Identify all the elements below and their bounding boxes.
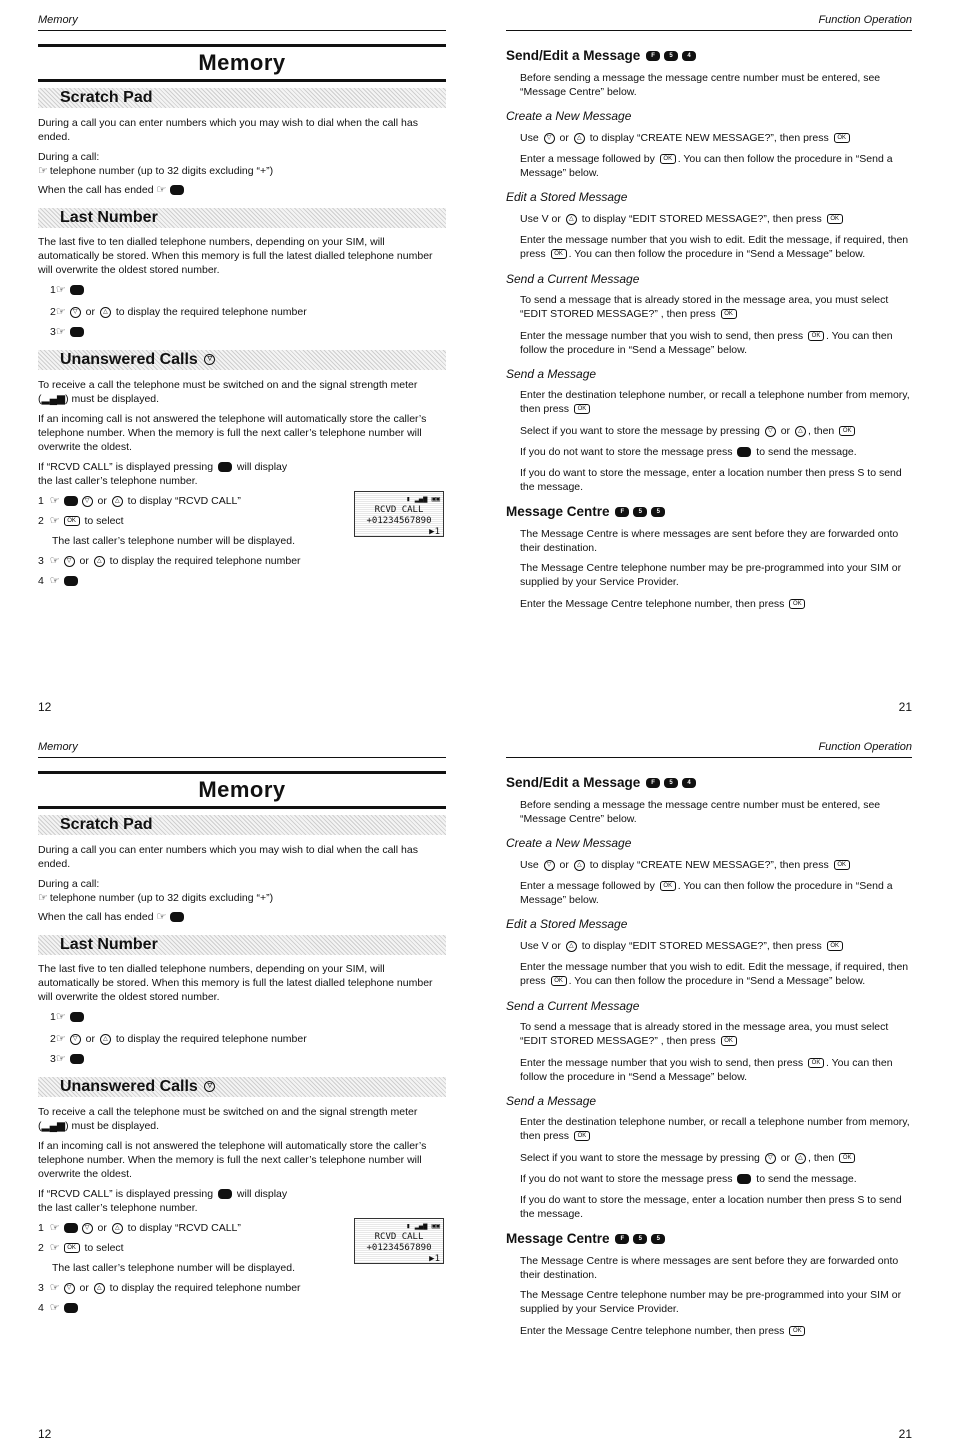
down-key-icon: ▽ bbox=[765, 1153, 776, 1164]
hand-icon: ☞ bbox=[55, 326, 66, 338]
ok-key-icon: OK bbox=[834, 860, 850, 870]
end-key-icon bbox=[170, 185, 184, 195]
unanswered-p1: To receive a call the telephone must be switched on and the signal strength meter (▂▄▆) must be displayed. bbox=[38, 379, 418, 405]
up-key-icon: △ bbox=[100, 1034, 111, 1045]
five-key-icon: 5 bbox=[651, 1234, 665, 1244]
unanswered-step3: 3 ☞ ▽ or △ to display the required telephone number bbox=[38, 1282, 301, 1294]
send-p3: If you do not want to store the message press to send the message. bbox=[520, 1173, 857, 1185]
up-key-icon: △ bbox=[566, 214, 577, 225]
down-key-icon: ▽ bbox=[64, 1283, 75, 1294]
four-key-icon: 4 bbox=[682, 778, 696, 788]
signal-icon: ▂▄▆ bbox=[41, 1120, 66, 1132]
unanswered-p2: If an incoming call is not answered the telephone will automatically store the caller’s telephone number. When the memory is full the next caller’s telephone number will overwrite the oldest. bbox=[38, 1140, 427, 1180]
send-key-icon bbox=[70, 1054, 84, 1064]
hand-icon: ☞ bbox=[49, 575, 60, 587]
centre-heading: Message Centre F 5 5 bbox=[506, 1231, 912, 1247]
f-key-icon: F bbox=[646, 778, 660, 788]
ok-key-icon: OK bbox=[660, 881, 676, 891]
last-number-step1: 1☞ bbox=[50, 1010, 446, 1024]
send-p1: Enter the destination telephone number, or recall a telephone number from memory, then press OK bbox=[520, 1116, 910, 1142]
lcd-line-3: ▶1 bbox=[429, 1254, 440, 1264]
unanswered-step2: 2 ☞ OK to select bbox=[38, 515, 124, 527]
send-current-p1: To send a message that is already stored in the message area, you must select “EDIT STORED MESSAGE?” , then press OK bbox=[520, 294, 889, 320]
page-number-right: 21 bbox=[898, 700, 912, 714]
f-key-icon: F bbox=[615, 507, 629, 517]
lcd-line-2: +01234567890 bbox=[366, 516, 432, 526]
hand-icon: ☞ bbox=[38, 165, 48, 177]
hand-icon: ☞ bbox=[55, 1053, 66, 1065]
send-heading: Send a Message bbox=[506, 367, 597, 381]
running-head-left: Memory bbox=[38, 741, 446, 758]
send-current-p1: To send a message that is already stored in the message area, you must select “EDIT STORED MESSAGE?” , then press OK bbox=[520, 1021, 889, 1047]
send-key-icon bbox=[70, 1012, 84, 1022]
send-p3: If you do not want to store the message press to send the message. bbox=[520, 446, 857, 458]
hand-icon: ☞ bbox=[49, 515, 60, 527]
lcd-display bbox=[354, 491, 444, 537]
ok-key-icon: OK bbox=[834, 133, 850, 143]
hand-icon: ☞ bbox=[38, 892, 48, 904]
scratch-pad-p1: During a call you can enter numbers which you may wish to dial when the call has ended. bbox=[38, 844, 418, 870]
send-edit-heading: Send/Edit a Message F 5 4 bbox=[506, 48, 912, 64]
unanswered-step2-note: The last caller’s telephone number will be displayed. bbox=[52, 535, 295, 547]
centre-p1: The Message Centre is where messages are sent before they are forwarded onto their destination. bbox=[520, 1255, 899, 1281]
create-heading: Create a New Message bbox=[506, 109, 632, 123]
hand-icon: ☞ bbox=[49, 495, 60, 507]
ok-key-icon: OK bbox=[827, 941, 843, 951]
create-p1: Use ▽ or △ to display “CREATE NEW MESSAGE?”, then press OK bbox=[520, 858, 912, 872]
lcd-line-3: ▶1 bbox=[429, 527, 440, 537]
scratch-pad-p2: During a call: bbox=[38, 878, 100, 890]
spread-top bbox=[0, 0, 954, 727]
send-current-p2: Enter the message number that you wish to send, then press OK . You can then follow the procedure in “Send a Message” below. bbox=[520, 1057, 893, 1083]
menu-key-icon bbox=[64, 1223, 78, 1233]
hand-icon: ☞ bbox=[49, 1222, 60, 1234]
send-p2: Select if you want to store the message by pressing ▽ or △ , then OK bbox=[520, 1151, 912, 1165]
down-key-icon: ▽ bbox=[64, 556, 75, 567]
up-key-icon: △ bbox=[94, 556, 105, 567]
ok-key-icon: OK bbox=[574, 1131, 590, 1141]
down-key-icon: ▽ bbox=[765, 426, 776, 437]
ok-key-icon: OK bbox=[789, 599, 805, 609]
hand-icon: ☞ bbox=[156, 184, 167, 196]
scratch-pad-p1: During a call you can enter numbers which you may wish to dial when the call has ended. bbox=[38, 117, 418, 143]
last-number-step3: 3☞ bbox=[50, 325, 446, 339]
edit-heading: Edit a Stored Message bbox=[506, 190, 628, 204]
up-key-icon: △ bbox=[574, 860, 585, 871]
lcd-status-icons: ▮ ▂▄▆ ▣▣ bbox=[406, 1222, 440, 1230]
up-key-icon: △ bbox=[112, 1223, 123, 1234]
unanswered-p3: If “RCVD CALL” is displayed pressing will display the last caller’s telephone number. bbox=[38, 461, 288, 487]
unanswered-p3: If “RCVD CALL” is displayed pressing will display the last caller’s telephone number. bbox=[38, 1188, 288, 1214]
ok-key-icon: OK bbox=[839, 1153, 855, 1163]
down-key-icon: ▽ bbox=[544, 133, 555, 144]
down-key-icon: ▽ bbox=[204, 354, 215, 365]
ok-key-icon: OK bbox=[827, 214, 843, 224]
centre-p3: Enter the Message Centre telephone number, then press OK bbox=[520, 1324, 912, 1338]
edit-p1: Use V or △ to display “EDIT STORED MESSAGE?”, then press OK bbox=[520, 212, 912, 226]
unanswered-step1: 1 ☞ ▽ or △ to display “RCVD CALL” bbox=[38, 1222, 241, 1234]
last-number-step1: 1☞ bbox=[50, 283, 446, 297]
up-key-icon: △ bbox=[94, 1283, 105, 1294]
five-key-icon: 5 bbox=[651, 507, 665, 517]
create-p2: Enter a message followed by OK . You can then follow the procedure in “Send a Message” below. bbox=[520, 880, 893, 906]
up-key-icon: △ bbox=[795, 426, 806, 437]
up-key-icon: △ bbox=[100, 307, 111, 318]
edit-heading: Edit a Stored Message bbox=[506, 917, 628, 931]
scratch-pad-p4: When the call has ended ☞ bbox=[38, 910, 446, 924]
send-key-icon bbox=[70, 285, 84, 295]
unanswered-step4: 4 ☞ bbox=[38, 574, 446, 588]
down-key-icon: ▽ bbox=[82, 1223, 93, 1234]
menu-key-icon bbox=[218, 462, 232, 472]
centre-p2: The Message Centre telephone number may be pre-programmed into your SIM or supplied by your Service Provider. bbox=[520, 1289, 902, 1315]
send-key-icon bbox=[737, 447, 751, 457]
send-current-heading: Send a Current Message bbox=[506, 272, 640, 286]
ok-key-icon: OK bbox=[808, 1058, 824, 1068]
hand-icon: ☞ bbox=[49, 1242, 60, 1254]
scratch-pad-p3: ☞ telephone number (up to 32 digits excluding “+”) bbox=[38, 892, 274, 904]
ok-key-icon: OK bbox=[789, 1326, 805, 1336]
hand-icon: ☞ bbox=[55, 1011, 66, 1023]
running-head-right: Function Operation bbox=[506, 741, 912, 758]
five-key-icon: 5 bbox=[633, 1234, 647, 1244]
down-key-icon: ▽ bbox=[70, 307, 81, 318]
last-number-step2: 2☞ ▽ or △ to display the required telephone number bbox=[50, 1033, 307, 1045]
menu-key-icon bbox=[218, 1189, 232, 1199]
lcd-status-icons: ▮ ▂▄▆ ▣▣ bbox=[406, 495, 440, 503]
last-number-step2: 2☞ ▽ or △ to display the required telephone number bbox=[50, 306, 307, 318]
hand-icon: ☞ bbox=[49, 1302, 60, 1314]
unanswered-step2: 2 ☞ OK to select bbox=[38, 1242, 124, 1254]
lcd-line-2: +01234567890 bbox=[366, 1243, 432, 1253]
running-head-right: Function Operation bbox=[506, 14, 912, 31]
page-number-right: 21 bbox=[898, 1427, 912, 1441]
hand-icon: ☞ bbox=[55, 306, 66, 318]
send-edit-p1: Before sending a message the message centre number must be entered, see “Message Centre” below. bbox=[520, 72, 881, 98]
up-key-icon: △ bbox=[574, 133, 585, 144]
send-p2: Select if you want to store the message by pressing ▽ or △ , then OK bbox=[520, 424, 912, 438]
lcd-line-1: RCVD CALL bbox=[374, 1232, 424, 1242]
unanswered-step4: 4 ☞ bbox=[38, 1301, 446, 1315]
lcd-line-1: RCVD CALL bbox=[374, 505, 424, 515]
send-edit-p1: Before sending a message the message centre number must be entered, see “Message Centre” below. bbox=[520, 799, 881, 825]
send-edit-heading: Send/Edit a Message F 5 4 bbox=[506, 775, 912, 791]
menu-key-icon bbox=[64, 496, 78, 506]
centre-p2: The Message Centre telephone number may be pre-programmed into your SIM or supplied by your Service Provider. bbox=[520, 562, 902, 588]
edit-p2: Enter the message number that you wish to edit. Edit the message, if required, then press OK . You can then follow the procedure in “Send a Message” below. bbox=[520, 234, 909, 260]
signal-icon: ▂▄▆ bbox=[41, 393, 66, 405]
last-number-p1: The last five to ten dialled telephone numbers, depending on your SIM, will automatically be stored. When this memory is full the latest dialled telephone number will overwrite the oldest stored number. bbox=[38, 236, 433, 276]
ok-key-icon: OK bbox=[721, 309, 737, 319]
down-key-icon: ▽ bbox=[70, 1034, 81, 1045]
section-last-number: Last Number bbox=[38, 935, 446, 955]
page-title: Memory bbox=[38, 771, 446, 809]
end-key-icon bbox=[64, 1303, 78, 1313]
down-key-icon: ▽ bbox=[82, 496, 93, 507]
down-key-icon: ▽ bbox=[544, 860, 555, 871]
send-heading: Send a Message bbox=[506, 1094, 597, 1108]
ok-key-icon: OK bbox=[574, 404, 590, 414]
send-p4: If you do want to store the message, enter a location number then press S to send the message. bbox=[520, 467, 902, 493]
f-key-icon: F bbox=[646, 51, 660, 61]
section-scratch-pad: Scratch Pad bbox=[38, 815, 446, 835]
ok-key-icon: OK bbox=[64, 1243, 80, 1253]
unanswered-step2-note: The last caller’s telephone number will be displayed. bbox=[52, 1262, 295, 1274]
send-current-heading: Send a Current Message bbox=[506, 999, 640, 1013]
edit-p2: Enter the message number that you wish to edit. Edit the message, if required, then press OK . You can then follow the procedure in “Send a Message” below. bbox=[520, 961, 909, 987]
scratch-pad-p4: When the call has ended ☞ bbox=[38, 183, 446, 197]
ok-key-icon: OK bbox=[551, 976, 567, 986]
centre-heading: Message Centre F 5 5 bbox=[506, 504, 912, 520]
up-key-icon: △ bbox=[566, 941, 577, 952]
last-number-p1: The last five to ten dialled telephone numbers, depending on your SIM, will automatically be stored. When this memory is full the latest dialled telephone number will overwrite the oldest stored number. bbox=[38, 963, 433, 1003]
unanswered-step3: 3 ☞ ▽ or △ to display the required telephone number bbox=[38, 555, 301, 567]
four-key-icon: 4 bbox=[682, 51, 696, 61]
send-p4: If you do want to store the message, enter a location number then press S to send the message. bbox=[520, 1194, 902, 1220]
ok-key-icon: OK bbox=[660, 154, 676, 164]
up-key-icon: △ bbox=[795, 1153, 806, 1164]
running-head-left: Memory bbox=[38, 14, 446, 31]
ok-key-icon: OK bbox=[721, 1036, 737, 1046]
hand-icon: ☞ bbox=[156, 911, 167, 923]
centre-p3: Enter the Message Centre telephone number, then press OK bbox=[520, 597, 912, 611]
create-p1: Use ▽ or △ to display “CREATE NEW MESSAGE?”, then press OK bbox=[520, 131, 912, 145]
page-title: Memory bbox=[38, 44, 446, 82]
section-unanswered-calls: Unanswered Calls ▽ bbox=[38, 350, 446, 370]
five-key-icon: 5 bbox=[664, 778, 678, 788]
lcd-display bbox=[354, 1218, 444, 1264]
page-number-left: 12 bbox=[38, 1427, 52, 1441]
unanswered-p2: If an incoming call is not answered the telephone will automatically store the caller’s telephone number. When the memory is full the next caller’s telephone number will overwrite the oldest. bbox=[38, 413, 427, 453]
spread-bottom bbox=[0, 727, 954, 1454]
down-key-icon: ▽ bbox=[204, 1081, 215, 1092]
section-last-number: Last Number bbox=[38, 208, 446, 228]
hand-icon: ☞ bbox=[55, 1033, 66, 1045]
unanswered-step1: 1 ☞ ▽ or △ to display “RCVD CALL” bbox=[38, 495, 241, 507]
edit-p1: Use V or △ to display “EDIT STORED MESSAGE?”, then press OK bbox=[520, 939, 912, 953]
hand-icon: ☞ bbox=[49, 1282, 60, 1294]
scratch-pad-p2: During a call: bbox=[38, 151, 100, 163]
section-scratch-pad: Scratch Pad bbox=[38, 88, 446, 108]
send-current-p2: Enter the message number that you wish to send, then press OK . You can then follow the procedure in “Send a Message” below. bbox=[520, 330, 893, 356]
last-number-step3: 3☞ bbox=[50, 1052, 446, 1066]
centre-p1: The Message Centre is where messages are sent before they are forwarded onto their destination. bbox=[520, 528, 899, 554]
f-key-icon: F bbox=[615, 1234, 629, 1244]
send-key-icon bbox=[737, 1174, 751, 1184]
create-p2: Enter a message followed by OK . You can then follow the procedure in “Send a Message” below. bbox=[520, 153, 893, 179]
end-key-icon bbox=[170, 912, 184, 922]
scratch-pad-p3: ☞ telephone number (up to 32 digits excluding “+”) bbox=[38, 165, 274, 177]
ok-key-icon: OK bbox=[64, 516, 80, 526]
five-key-icon: 5 bbox=[664, 51, 678, 61]
create-heading: Create a New Message bbox=[506, 836, 632, 850]
hand-icon: ☞ bbox=[55, 284, 66, 296]
ok-key-icon: OK bbox=[551, 249, 567, 259]
ok-key-icon: OK bbox=[839, 426, 855, 436]
unanswered-p1: To receive a call the telephone must be switched on and the signal strength meter (▂▄▆) must be displayed. bbox=[38, 1106, 418, 1132]
hand-icon: ☞ bbox=[49, 555, 60, 567]
five-key-icon: 5 bbox=[633, 507, 647, 517]
section-unanswered-calls: Unanswered Calls ▽ bbox=[38, 1077, 446, 1097]
ok-key-icon: OK bbox=[808, 331, 824, 341]
send-p1: Enter the destination telephone number, or recall a telephone number from memory, then press OK bbox=[520, 389, 910, 415]
up-key-icon: △ bbox=[112, 496, 123, 507]
send-key-icon bbox=[70, 327, 84, 337]
page-number-left: 12 bbox=[38, 700, 52, 714]
end-key-icon bbox=[64, 576, 78, 586]
